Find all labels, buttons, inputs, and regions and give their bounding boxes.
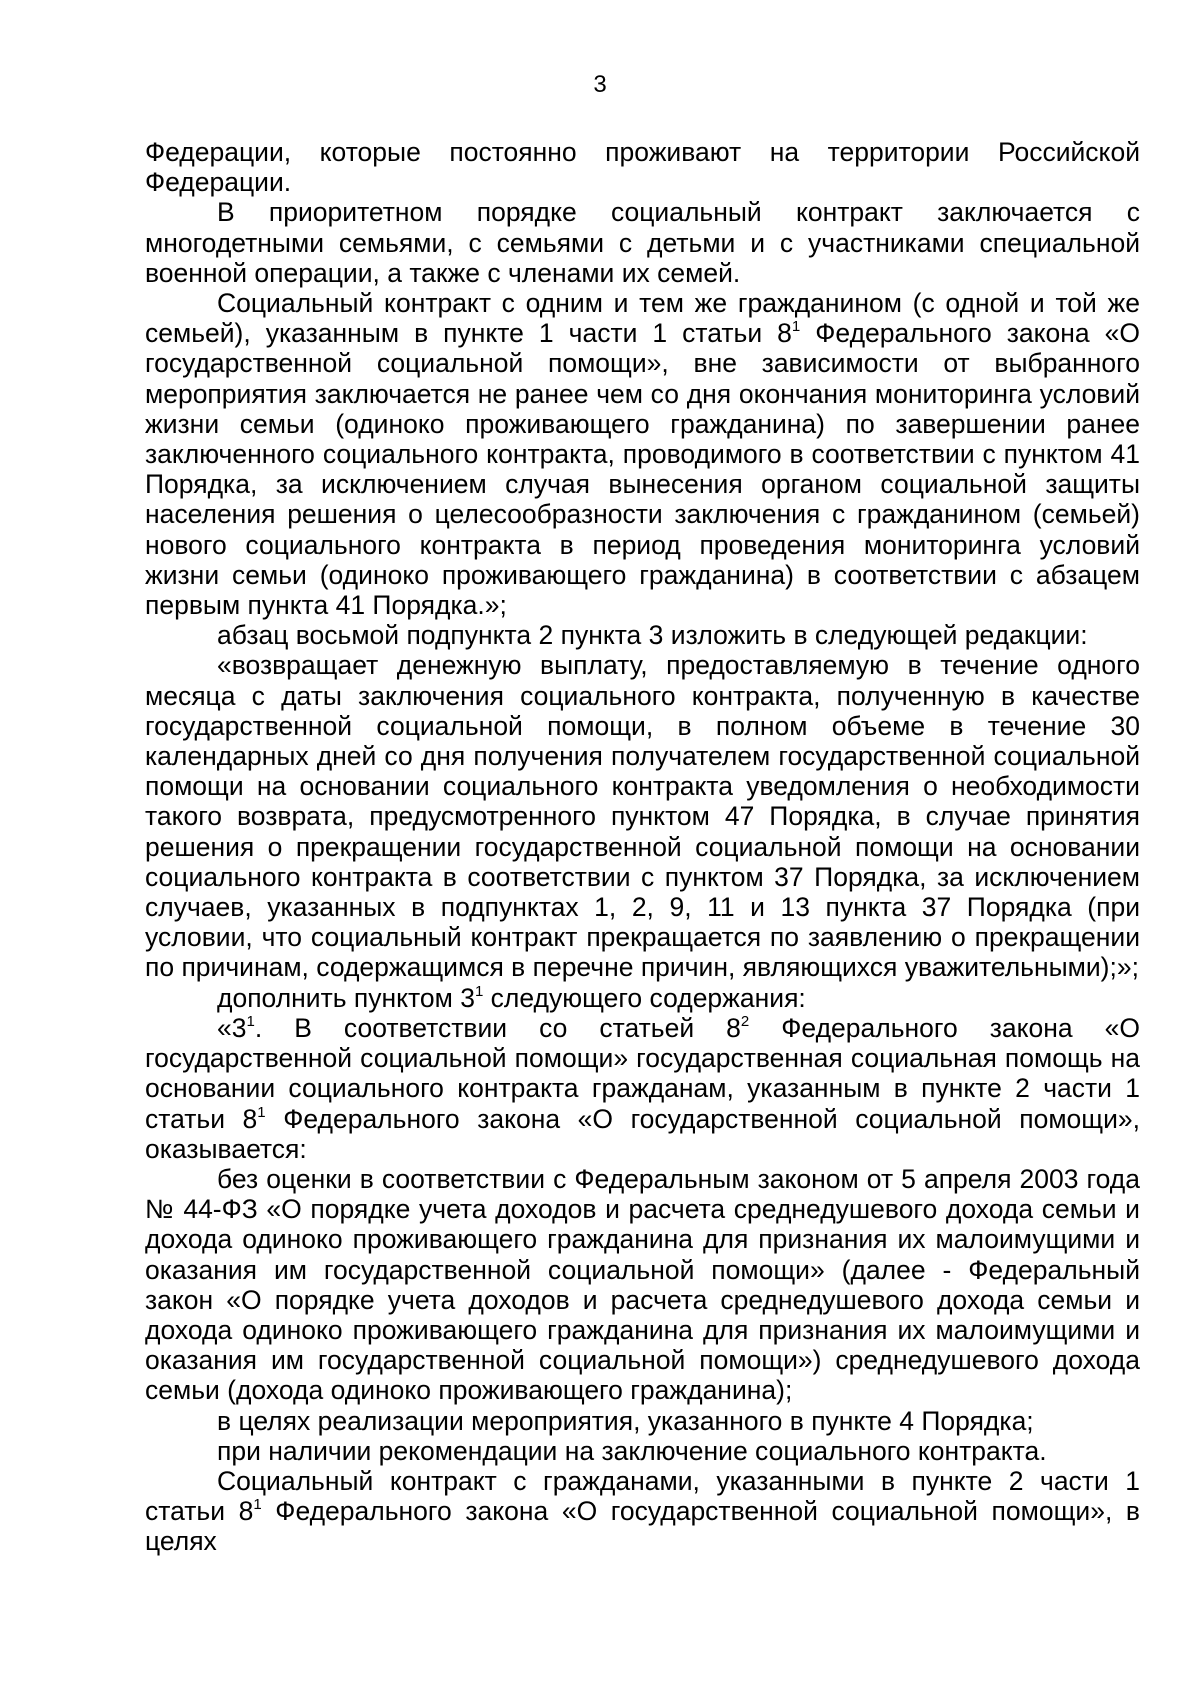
superscript: 1 — [791, 318, 801, 336]
superscript: 1 — [257, 1103, 266, 1121]
paragraph-p7 — [145, 1013, 1140, 1164]
text-segment: . В соответствии со статьей 8 — [254, 1012, 741, 1043]
paragraph-p6 — [145, 983, 1140, 1013]
document-body — [145, 137, 1140, 1557]
text-segment: «3 — [217, 1012, 247, 1043]
text-segment: Федерации, которые постоянно проживают на территории Российской Федерации. — [145, 137, 1140, 198]
superscript: 1 — [474, 982, 484, 1000]
paragraph-p10 — [145, 1436, 1140, 1466]
text-segment: Федерального закона «О государственной социальной помощи», вне зависимости от выбранного мероприятия заключается не ранее чем со дня окончания мониторинга условий жизни семьи (одиноко проживающего гражданина) по завершении ранее заключенного социального контракта, проводимого в соответствии с пунктом 41 Порядка, за исключением случая вынесения органом социальной защиты населения решения о целесообразности заключения с гражданином (семьей) нового социального контракта в период проведения мониторинга условий жизни семьи (одиноко проживающего гражданина) в соответствии с абзацем первым пункта 41 Порядка.»; — [145, 318, 1140, 621]
paragraph-p4 — [145, 620, 1140, 650]
paragraph-p3 — [145, 288, 1140, 620]
text-segment: Федерального закона «О государственной социальной помощи», в целях — [145, 1496, 1140, 1557]
text-segment: в целях реализации мероприятия, указанного в пункте 4 Порядка; — [217, 1405, 1034, 1436]
paragraph-p11 — [145, 1466, 1140, 1557]
paragraph-p9 — [145, 1406, 1140, 1436]
superscript: 1 — [246, 1012, 255, 1030]
text-segment: Социальный контракт с гражданами, указанными в пункте 2 части 1 статьи 8 — [145, 1465, 1140, 1527]
text-segment: дополнить пунктом 3 — [217, 982, 475, 1013]
text-segment: В приоритетном порядке социальный контракт заключается с многодетными семьями, с семьями с детьми и с участниками специальной военной операции, а также с членами их семей. — [145, 197, 1140, 288]
paragraph-p5 — [145, 650, 1140, 982]
text-segment: при наличии рекомендации на заключение социального контракта. — [217, 1435, 1047, 1466]
paragraph-p2 — [145, 197, 1140, 288]
superscript: 2 — [740, 1012, 750, 1030]
text-segment: без оценки в соответствии с Федеральным законом от 5 апреля 2003 года № 44-ФЗ «О порядке учета доходов и расчета среднедушевого дохода семьи и дохода одиноко проживающего гражданина для признания их малоимущими и оказания им государственной социальной помощи» (далее - Федеральный закон «О порядке учета доходов и расчета среднедушевого дохода семьи и дохода одиноко проживающего гражданина для признания их малоимущими и оказания им государственной социальной помощи») среднедушевого дохода семьи (дохода одиноко проживающего гражданина); — [145, 1163, 1140, 1406]
paragraph-p1 — [145, 137, 1140, 197]
superscript: 1 — [253, 1496, 262, 1514]
text-segment: «возвращает денежную выплату, предоставляемую в течение одного месяца с даты заключения социального контракта, полученную в качестве государственной социальной помощи, в полном объеме в течение 30 календарных дней со дня получения получателем государственной социальной помощи на основании социального контракта уведомления о необходимости такого возврата, предусмотренного пунктом 47 Порядка, в случае принятия решения о прекращении государственной социальной помощи на основании социального контракта в соответствии с пунктом 37 Порядка, за исключением случаев, указанных в подпунктах 1, 2, 9, 11 и 13 пункта 37 Порядка (при условии, что социальный контракт прекращается по заявлению о прекращении по причинам, содержащимся в перечне причин, являющихся уважительными);»; — [145, 650, 1140, 983]
paragraph-p8 — [145, 1164, 1140, 1406]
page-number: 3 — [593, 71, 607, 98]
text-segment: Федерального закона «О государственной социальной помощи» государственная социальная помощь на основании социального контракта гражданам, указанным в пункте 2 части 1 статьи 8 — [145, 1012, 1140, 1134]
text-segment: Социальный контракт с одним и тем же гражданином (с одной и той же семьей), указанным в пункте 1 части 1 статьи 8 — [145, 288, 1140, 349]
text-segment: абзац восьмой подпункта 2 пункта 3 изложить в следующей редакции: — [217, 620, 1088, 651]
text-segment: Федерального закона «О государственной социальной помощи», оказывается: — [145, 1103, 1141, 1164]
text-segment: следующего содержания: — [483, 982, 806, 1013]
